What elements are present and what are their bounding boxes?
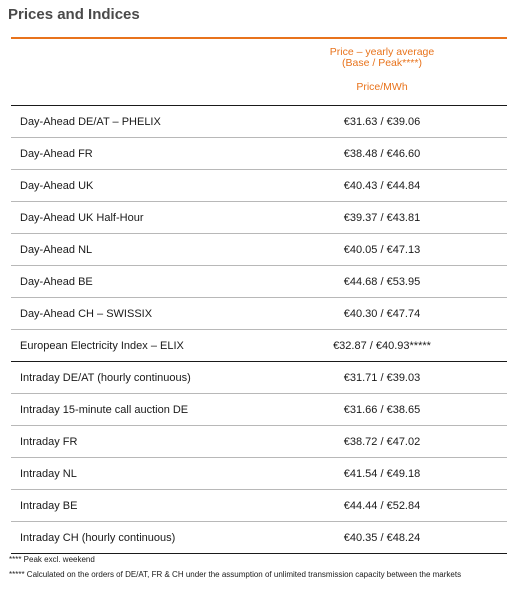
- table-row: [11, 490, 507, 522]
- prices-table: [11, 37, 507, 554]
- row-value: €44.68 / €53.95: [343, 276, 421, 288]
- footnote-peak: **** Peak excl. weekend: [9, 555, 95, 564]
- row-name: Day-Ahead FR: [20, 148, 93, 160]
- table-row: [11, 138, 507, 170]
- row-name: European Electricity Index – ELIX: [20, 340, 184, 352]
- row-value: €38.48 / €46.60: [343, 148, 421, 160]
- row-value: €31.63 / €39.06: [343, 116, 421, 128]
- row-name: Intraday DE/AT (hourly continuous): [20, 372, 191, 384]
- row-value: €40.05 / €47.13: [343, 244, 421, 256]
- row-value: €40.30 / €47.74: [343, 308, 421, 320]
- row-name: Day-Ahead UK: [20, 180, 94, 192]
- page-title: Prices and Indices: [8, 6, 140, 23]
- table-row: [11, 106, 507, 138]
- table-row: [11, 266, 507, 298]
- row-name: Day-Ahead NL: [20, 244, 93, 256]
- price-column-header: [265, 47, 499, 69]
- table-row: [11, 362, 507, 394]
- row-name: Intraday BE: [20, 500, 78, 512]
- table-header: [11, 39, 507, 106]
- row-name: Intraday CH (hourly continuous): [20, 532, 176, 544]
- unit-header: Price/MWh: [356, 81, 408, 93]
- row-value: €31.71 / €39.03: [343, 372, 421, 384]
- table-row: [11, 458, 507, 490]
- table-row: [11, 298, 507, 330]
- table-row: [11, 170, 507, 202]
- footnote-elix: ***** Calculated on the orders of DE/AT, FR & CH under the assumption of unlimited transmission capacity between the markets: [9, 570, 462, 579]
- row-value: €40.43 / €44.84: [343, 180, 421, 192]
- table-row: [11, 330, 507, 362]
- row-name: Intraday FR: [20, 436, 78, 448]
- row-value: €38.72 / €47.02: [343, 436, 421, 448]
- table-row: [11, 202, 507, 234]
- header-line-2: (Base / Peak****): [342, 57, 422, 69]
- row-name: Intraday NL: [20, 468, 77, 480]
- row-value: €31.66 / €38.65: [343, 404, 421, 416]
- table-row: [11, 522, 507, 554]
- row-value: €44.44 / €52.84: [343, 500, 421, 512]
- row-name: Intraday 15-minute call auction DE: [20, 404, 189, 416]
- table-row: [11, 394, 507, 426]
- table-row: [11, 234, 507, 266]
- row-name: Day-Ahead BE: [20, 276, 93, 288]
- row-name: Day-Ahead CH – SWISSIX: [20, 308, 153, 320]
- header-line-1: Price – yearly average: [329, 46, 435, 58]
- row-name: Day-Ahead DE/AT – PHELIX: [20, 116, 161, 128]
- row-name: Day-Ahead UK Half-Hour: [20, 212, 144, 224]
- table-row: [11, 426, 507, 458]
- row-value: €40.35 / €48.24: [343, 532, 421, 544]
- row-value: €41.54 / €49.18: [343, 468, 421, 480]
- row-value: €39.37 / €43.81: [343, 212, 421, 224]
- row-value: €32.87 / €40.93*****: [333, 340, 431, 352]
